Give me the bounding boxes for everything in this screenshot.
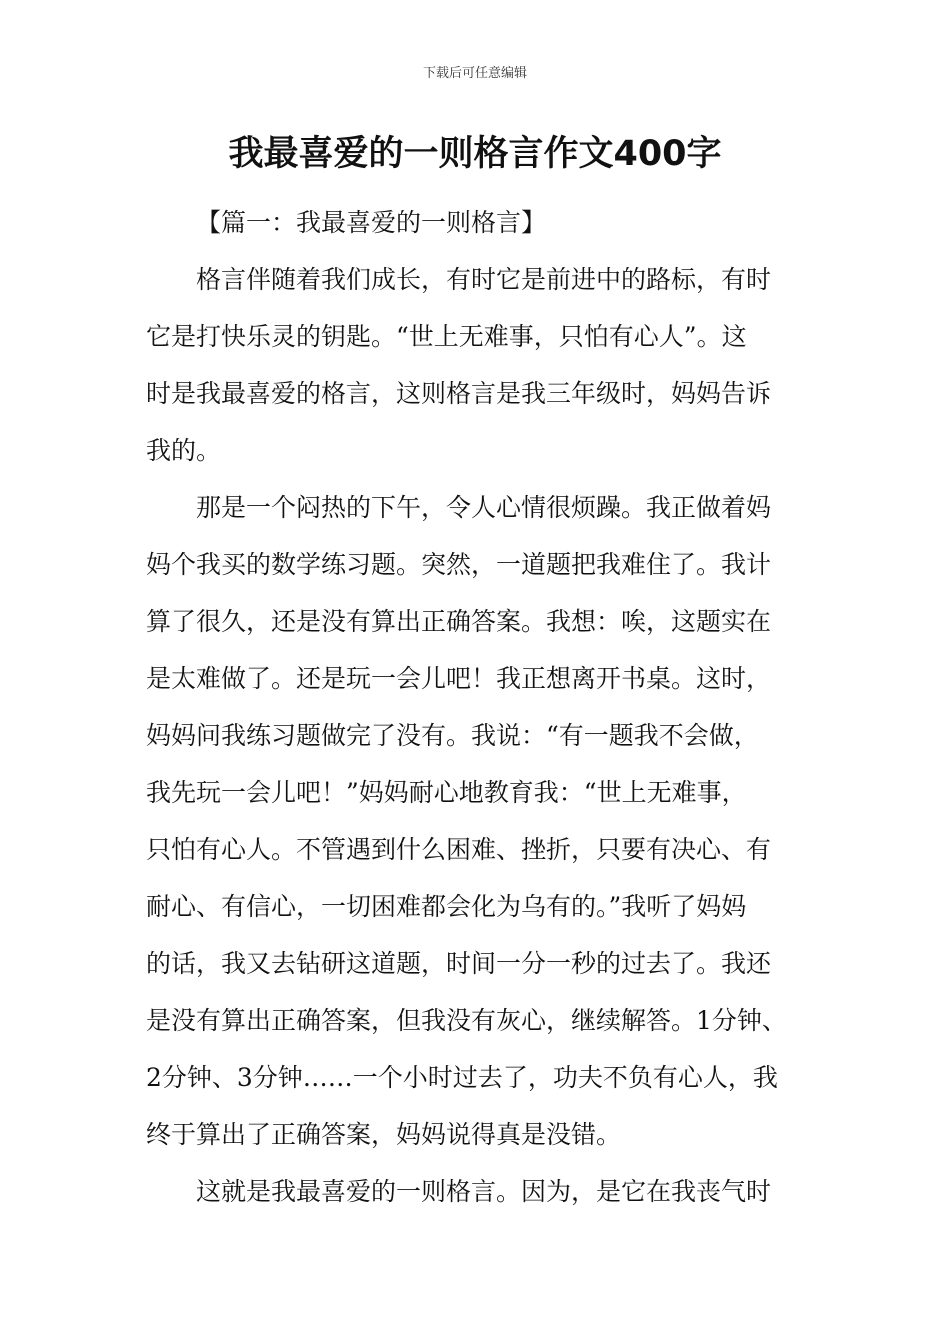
paragraph-line: 我先玩一会儿吧！”妈妈耐心地教育我：“世上无难事， — [146, 778, 747, 807]
paragraph-line: 妈个我买的数学练习题。突然，一道题把我难住了。我计 — [146, 550, 772, 579]
paragraph-line: 格言伴随着我们成长，有时它是前进中的路标，有时 — [196, 265, 772, 294]
paragraph-line: 终于算出了正确答案，妈妈说得真是没错。 — [146, 1120, 622, 1149]
paragraph-line: 妈妈问我练习题做完了没有。我说：“有一题我不会做， — [146, 721, 759, 750]
paragraph-line: 我的。 — [146, 436, 222, 465]
paragraph-line: 这就是我最喜爱的一则格言。因为，是它在我丧气时 — [196, 1177, 772, 1206]
paragraph-line: 的话，我又去钻研这道题，时间一分一秒的过去了。我还 — [146, 949, 772, 978]
section-heading: 【篇一：我最喜爱的一则格言】 — [196, 208, 547, 237]
paragraph-line: 是太难做了。还是玩一会儿吧！我正想离开书桌。这时， — [146, 664, 772, 693]
paragraph-line: 2分钟、3分钟……一个小时过去了，功夫不负有心人，我 — [146, 1063, 778, 1092]
paragraph-line: 那是一个闷热的下午，令人心情很烦躁。我正做着妈 — [196, 493, 772, 522]
paragraph-line: 时是我最喜爱的格言，这则格言是我三年级时，妈妈告诉 — [146, 379, 772, 408]
paragraph-line: 耐心、有信心，一切困难都会化为乌有的。”我听了妈妈 — [146, 892, 747, 921]
paragraph-line: 它是打快乐灵的钥匙。“世上无难事，只怕有心人”。这 — [146, 322, 747, 351]
paragraph-line: 是没有算出正确答案，但我没有灰心，继续解答。1分钟、 — [146, 1006, 787, 1035]
document-title: 我最喜爱的一则格言作文400字 — [228, 134, 722, 174]
paragraph-line: 算了很久，还是没有算出正确答案。我想：唉，这题实在 — [146, 607, 772, 636]
document-body — [146, 194, 836, 1220]
paragraph-line: 只怕有心人。不管遇到什么困难、挫折，只要有决心、有 — [146, 835, 772, 864]
header-note: 下载后可任意编辑 — [422, 66, 527, 81]
